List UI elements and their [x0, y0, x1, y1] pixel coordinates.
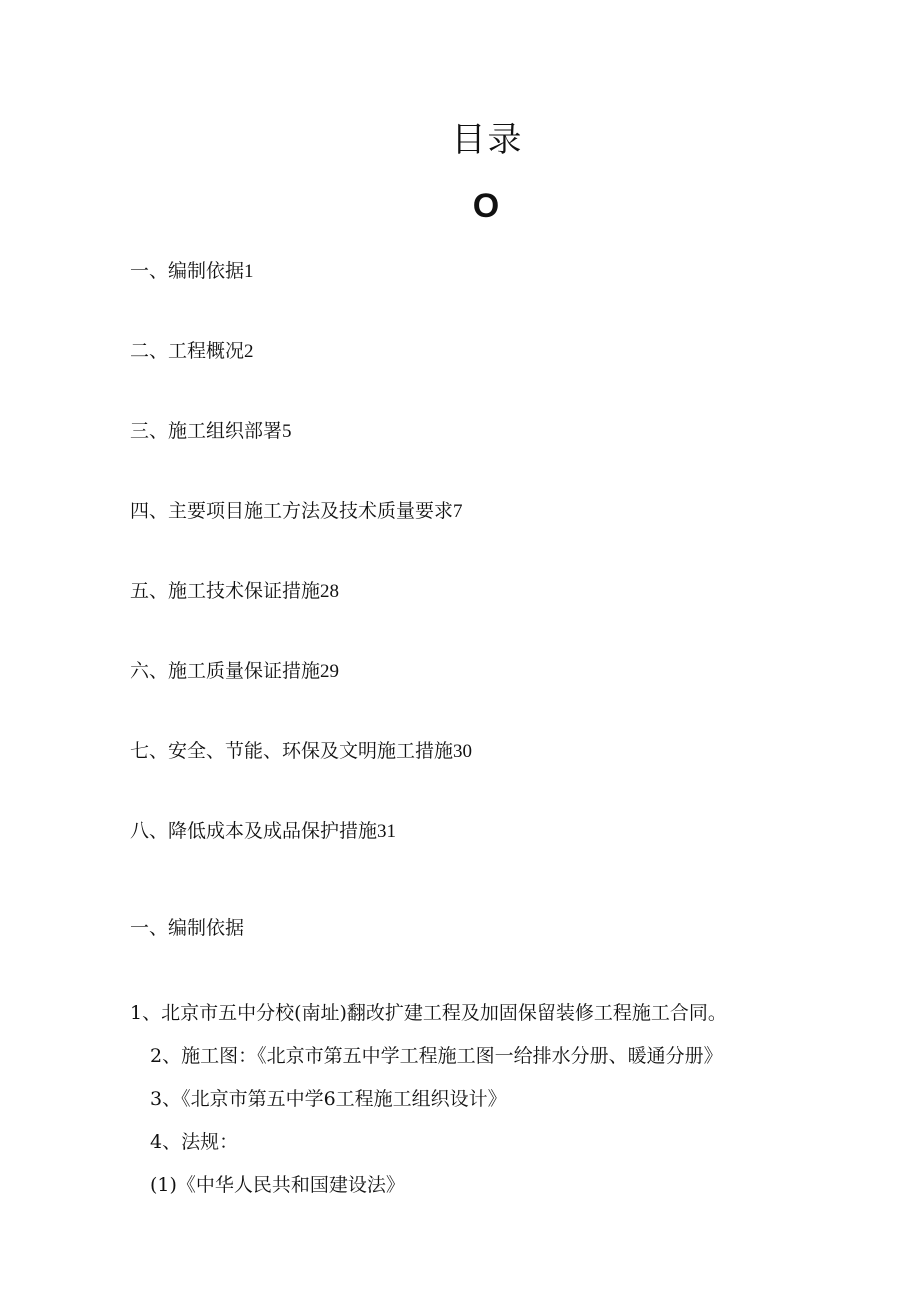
toc-entry-label: 二、工程概况 [130, 340, 245, 362]
regulation-item: (1)《中华人民共和国建设法》 [150, 1174, 405, 1196]
toc-entry [130, 578, 472, 658]
toc-entry-label: 六、施工质量保证措施 [130, 660, 321, 682]
toc-entry [130, 738, 472, 818]
toc-entry-page: 7 [453, 501, 463, 522]
toc-entry-label: 四、主要项目施工方法及技术质量要求 [130, 500, 454, 522]
basis-item-contract: 1、北京市五中分校(南址)翻改扩建工程及加固保留装修工程施工合同。 [130, 1002, 727, 1024]
toc-entry [130, 258, 472, 338]
toc-entry-label: 一、编制依据 [130, 260, 245, 282]
toc-entry [130, 338, 472, 418]
toc-entry-page: 5 [282, 421, 292, 442]
table-of-contents [130, 258, 472, 898]
toc-entry-label: 五、施工技术保证措施 [130, 580, 321, 602]
basis-item-regulations: 4、法规： [150, 1131, 239, 1153]
toc-entry-label: 八、降低成本及成品保护措施 [130, 820, 378, 842]
toc-entry-page: 31 [377, 821, 397, 842]
toc-entry-label: 三、施工组织部署 [130, 420, 283, 442]
basis-item-design: 3、《北京市第五中学6工程施工组织设计》 [150, 1088, 507, 1110]
toc-entry-page: 1 [244, 261, 254, 282]
toc-entry [130, 418, 472, 498]
toc-entry-page: 29 [320, 661, 340, 682]
toc-entry-page: 2 [244, 341, 254, 362]
toc-entry [130, 658, 472, 738]
toc-entry-page: 28 [320, 581, 340, 602]
toc-entry-page: 30 [453, 741, 473, 762]
page-title: 目录 [451, 120, 524, 160]
toc-entry [130, 498, 472, 578]
section-heading: 一、编制依据 [130, 917, 245, 939]
toc-entry-label: 七、安全、节能、环保及文明施工措施 [130, 740, 454, 762]
toc-entry [130, 818, 472, 898]
title-marker: O [472, 187, 500, 225]
basis-item-drawings: 2、施工图：《北京市第五中学工程施工图一给排水分册、暖通分册》 [150, 1045, 723, 1067]
